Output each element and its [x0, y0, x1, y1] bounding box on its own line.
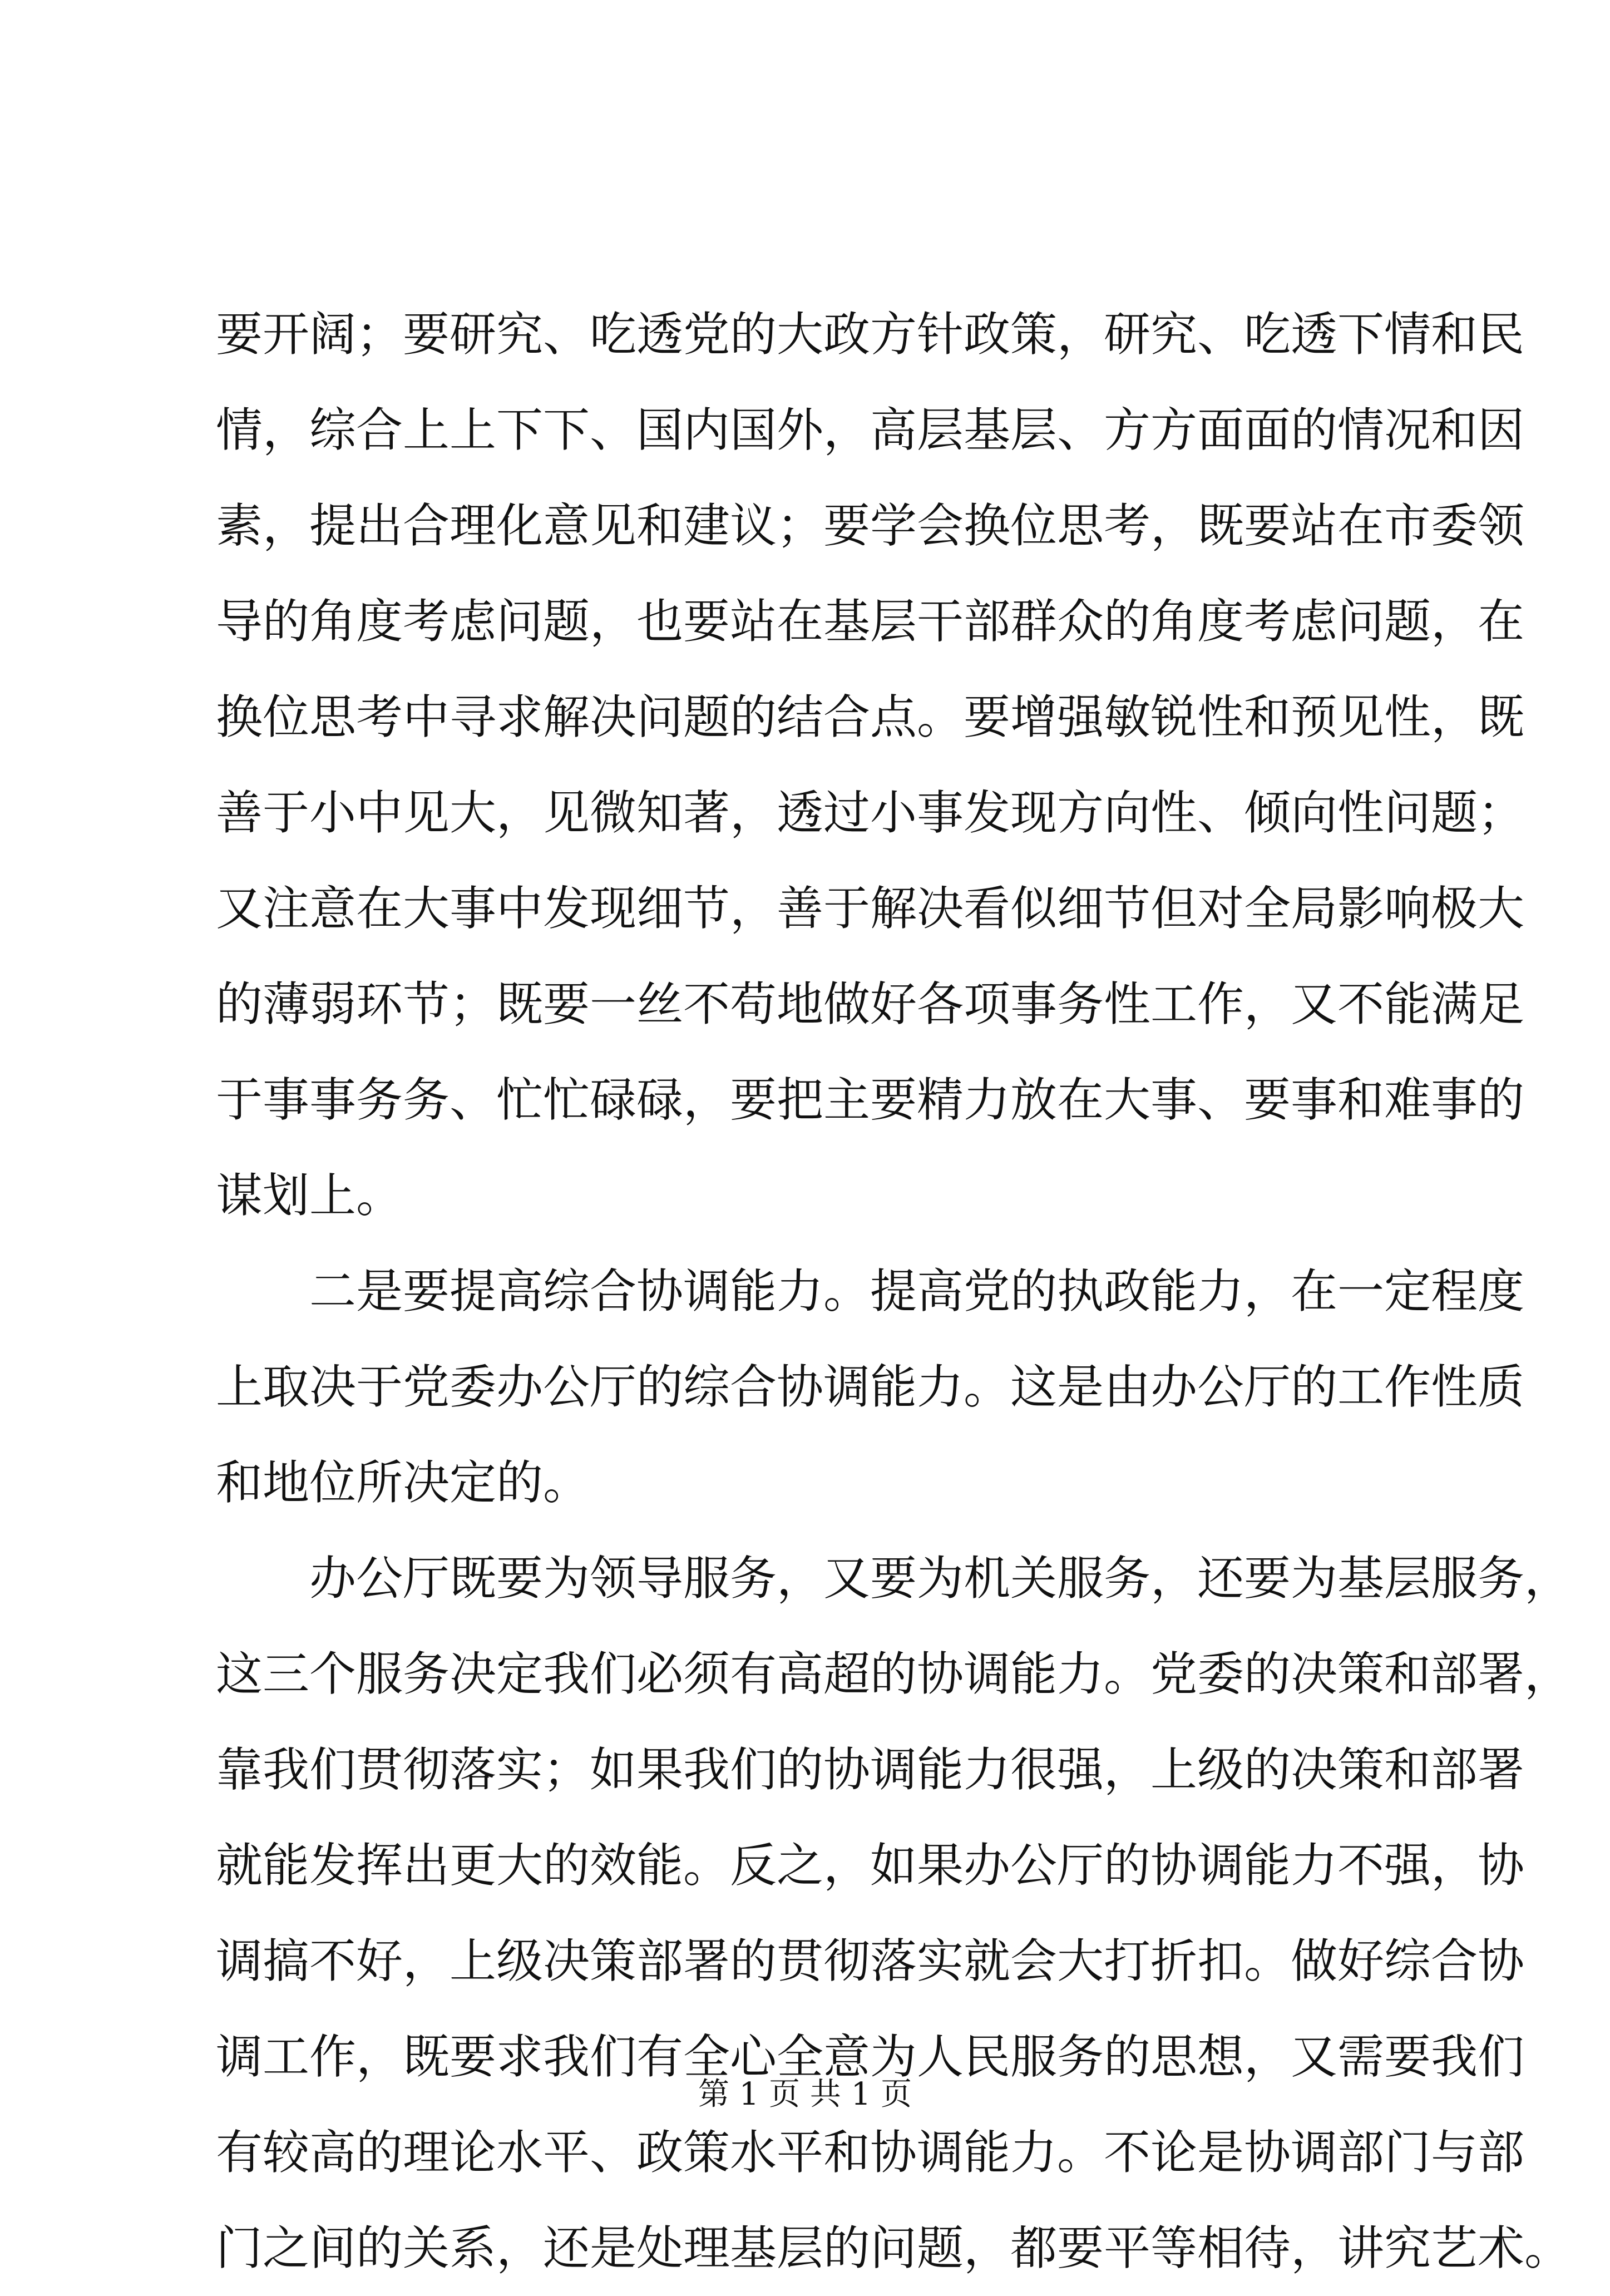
text-line: 又注意在大事中发现细节，善于解决看似细节但对全局影响极大	[216, 881, 1525, 936]
text-line: 就能发挥出更大的效能。反之，如果办公厅的协调能力不强，协	[216, 1838, 1525, 1893]
text-line: 于事事务务、忙忙碌碌，要把主要精力放在大事、要事和难事的	[216, 1073, 1525, 1127]
text-line: 谋划上。	[216, 1168, 403, 1223]
text-line: 门之间的关系，还是处理基层的问题，都要平等相待，讲究艺术。	[216, 2221, 1572, 2275]
page-footer: 第 1 页 共 1 页	[698, 2076, 912, 2112]
text-line: 有较高的理论水平、政策水平和协调能力。不论是协调部门与部	[216, 2125, 1525, 2180]
text-line: 情，综合上上下下、国内国外，高层基层、方方面面的情况和因	[216, 403, 1525, 457]
text-line: 的薄弱环节；既要一丝不苟地做好各项事务性工作，又不能满足	[216, 977, 1525, 1031]
text-line: 要开阔；要研究、吃透党的大政方针政策，研究、吃透下情和民	[216, 307, 1525, 362]
text-line: 这三个服务决定我们必须有高超的协调能力。党委的决策和部署，	[216, 1647, 1572, 1701]
text-line: 靠我们贯彻落实；如果我们的协调能力很强，上级的决策和部署	[216, 1742, 1525, 1797]
document-body	[216, 287, 1572, 2296]
text-line: 上取决于党委办公厅的综合协调能力。这是由办公厅的工作性质	[216, 1360, 1525, 1414]
text-line: 素，提出合理化意见和建议；要学会换位思考，既要站在市委领	[216, 498, 1525, 553]
text-line: 二是要提高综合协调能力。提高党的执政能力，在一定程度	[309, 1264, 1525, 1319]
text-line: 善于小中见大，见微知著，透过小事发现方向性、倾向性问题；	[216, 786, 1525, 840]
text-line: 和地位所决定的。	[216, 1455, 590, 1510]
text-line: 导的角度考虑问题，也要站在基层干部群众的角度考虑问题，在	[216, 594, 1525, 649]
text-line: 调工作，既要求我们有全心全意为人民服务的思想，又需要我们	[216, 2030, 1525, 2084]
text-line: 调搞不好，上级决策部署的贯彻落实就会大打折扣。做好综合协	[216, 1934, 1525, 1988]
text-line: 办公厅既要为领导服务，又要为机关服务，还要为基层服务，	[309, 1551, 1572, 1606]
text-line: 换位思考中寻求解决问题的结合点。要增强敏锐性和预见性，既	[216, 690, 1525, 744]
